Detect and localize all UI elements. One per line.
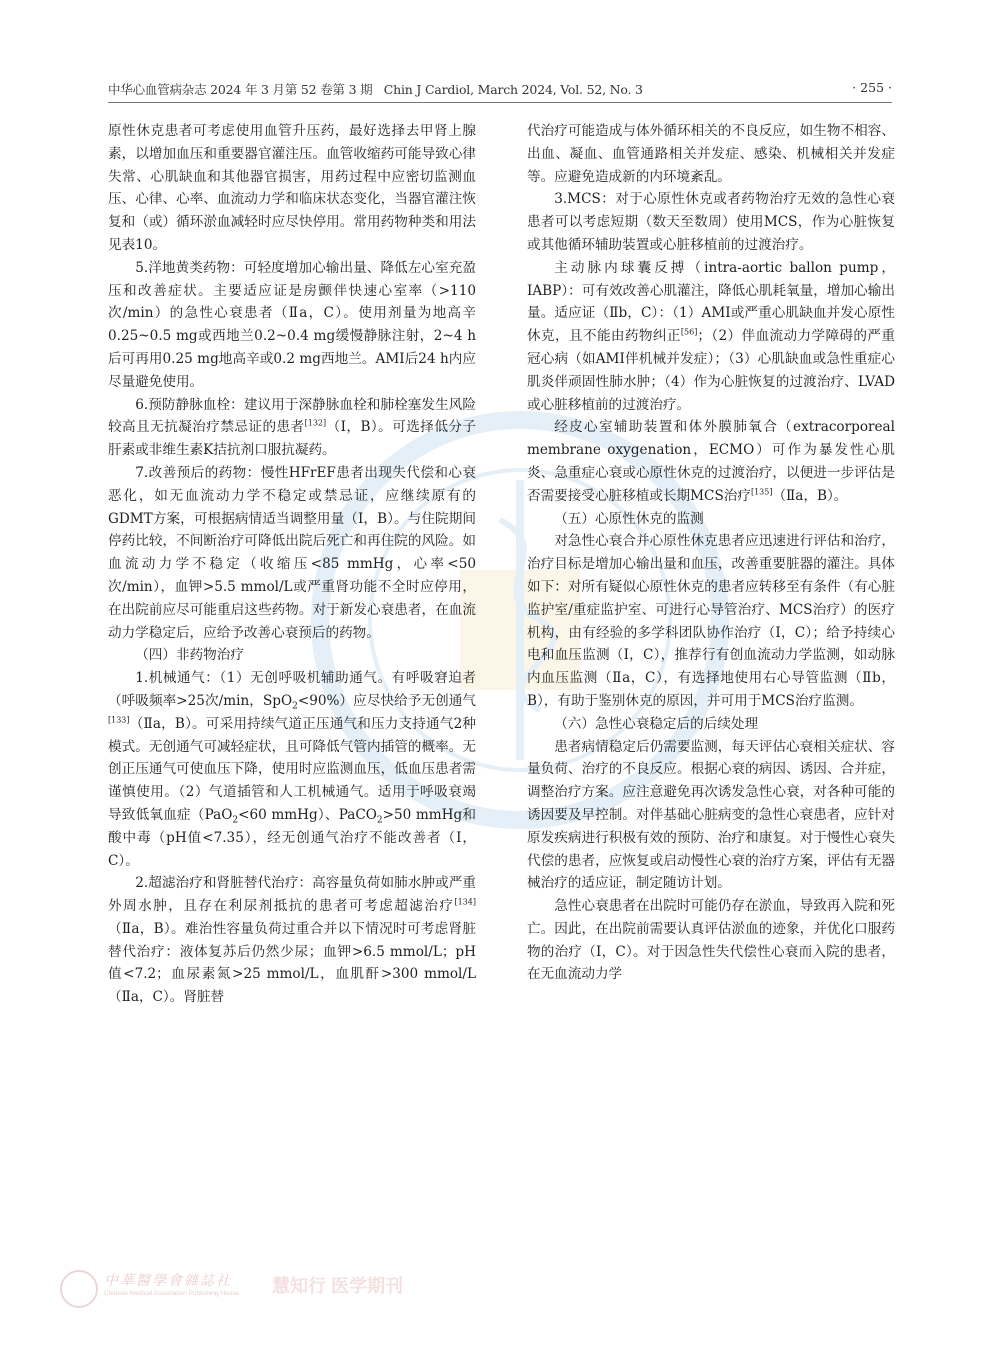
journal-citation	[108, 80, 643, 98]
publisher-logo	[60, 1268, 480, 1308]
vent-text-a: 1.机械通气：（1）无创呼吸机辅助通气。有呼吸窘迫者（呼吸频率>25次/min，SpO	[108, 670, 476, 709]
ecmo-text-b: （Ⅱa，B）。	[772, 487, 848, 504]
ecmo-text-a: 经皮心室辅助装置和体外膜肺氧合（extracorporeal membrane oxygenation，ECMO）可作为暴发性心肌炎、急重症心衰或心原性休克的过渡治疗，以便进一步评估是否需要接受心脏移植或长期MCS治疗	[527, 419, 895, 504]
iabp-text-a: 主动脉内球囊反搏（intra-aortic ballon pump，IABP）：可有效改善心肌灌注，降低心肌耗氧量，增加心输出量。适应证（Ⅱb，C）：（1）AMI或严重心肌缺血并发心原性休克，且不能由药物纠正	[527, 259, 895, 345]
paragraph-vasopressors: 原性休克患者可考虑使用血管升压药，最好选择去甲肾上腺素，以增加血压和重要器官灌注压。血管收缩药可能导致心律失常、心肌缺血和其他器官损害，用药过程中应密切监测血压、心律、心率、血流动力学和临床状态变化，当器官灌注恢复和（或）循环淤血减轻时应尽快停用。常用药物种类和用法见表10。	[108, 123, 476, 253]
ref-56: [56]	[680, 327, 698, 337]
header-rule	[108, 102, 892, 103]
publisher-name-cn: 中華醫學會雜誌社	[104, 1273, 232, 1289]
journal-title-en: Chin J Cardiol, March 2024, Vol. 52, No. 3	[383, 82, 643, 97]
vent-sub-3: 2	[376, 815, 383, 826]
journal-title-cn: 中华心血管病杂志 2024 年 3 月第 52 卷第 3 期	[108, 82, 373, 97]
vent-text-e: >50 mmHg和酸中毒（pH值<7.35），经无创通气治疗不能改善者（Ⅰ，C）。	[108, 806, 476, 869]
ref-135: [135]	[750, 487, 773, 497]
uf-text-a: 2.超滤治疗和肾脏替代治疗：高容量负荷如肺水肿或严重外周水肿，且存在利尿剂抵抗的患者可考虑超滤治疗	[108, 875, 476, 915]
paragraph-ecmo	[527, 416, 895, 507]
ref-134: [134]	[454, 897, 476, 907]
section-heading-5: （五）心原性休克的监测	[554, 510, 704, 527]
vte-text-a: 6.预防静脉血栓：建议用于深静脉血栓和肺栓塞发生风险较高且无抗凝治疗禁忌证的患者	[108, 396, 476, 436]
paragraph-ultrafiltration	[108, 872, 476, 1009]
vent-text-d: <60 mmHg）、PaCO	[238, 806, 377, 823]
paragraph-vte-prevention	[108, 394, 476, 462]
paragraph-mcs: 3.MCS：对于心原性休克或者药物治疗无效的急性心衰患者可以考虑短期（数天至数周）使用MCS，作为心脏恢复或其他循环辅助装置或心脏移植前的过渡治疗。	[527, 191, 895, 253]
vent-sub-2: 2	[232, 815, 239, 826]
paragraph-iabp	[527, 257, 895, 417]
running-header	[108, 80, 892, 100]
vent-text-c: （Ⅱa，B）。可采用持续气道正压通气和压力支持通气2种模式。无创通气可减轻症状，且可降低气管内插管的概率。无创正压通气可使血压下降，使用时应监测血压，低血压患者需谨慎使用。（2）气道插管和人工机械通气。适用于呼吸衰竭导致低氧血症（PaO	[108, 715, 476, 823]
vent-sub-1: 2	[292, 701, 298, 712]
ref-132: [132]	[304, 418, 327, 428]
paragraph-rrt-continued: 代治疗可能造成与体外循环相关的不良反应，如生物不相容、出血、凝血、血管通路相关并发症、感染、机械相关并发症等。应避免造成新的内环境紊乱。	[527, 123, 895, 185]
publisher-brand: 慧知行 医学期刊	[272, 1276, 404, 1296]
left-column	[108, 120, 476, 1009]
section-heading-4: （四）非药物治疗	[135, 647, 244, 664]
ref-133: [133]	[108, 715, 130, 725]
vte-text-b: （Ⅰ，B）。可选择低分子肝素或非维生素K拮抗剂口服抗凝药。	[108, 419, 477, 459]
paragraph-prognosis-drugs: 7.改善预后的药物：慢性HFrEF患者出现失代偿和心衰恶化，如无血流动力学不稳定或禁忌证，应继续原有的GDMT方案，可根据病情适当调整用量（Ⅰ，B）。与住院期间停药比较，不间断治疗可降低出院后死亡和再住院的风险。如血流动力学不稳定（收缩压<85 mmHg，心率<50次/min），血钾>5.5 mmol/L或严重肾功能不全时应停用，在出院前应尽可能重启这些药物。对于新发心衰患者，在血流动力学稳定后，应给予改善心衰预后的药物。	[108, 464, 476, 641]
paragraph-shock-monitoring: 对急性心衰合并心原性休克患者应迅速进行评估和治疗，治疗目标是增加心输出量和血压，改善重要脏器的灌注。具体如下：对所有疑似心原性休克的患者应转移至有条件（有心脏监护室/重症监护室、可进行心导管治疗、MCS治疗）的医疗机构，由有经验的多学科团队协作治疗（Ⅰ，C）；给予持续心电和血压监测（Ⅰ，C），推荐行有创血流动力学监测，如动脉内血压监测（Ⅱa，C），有选择地使用右心导管监测（Ⅱb，B），有助于鉴别休克的原因，并可用于MCS治疗监测。	[527, 533, 895, 709]
paragraph-followup: 患者病情稳定后仍需要监测，每天评估心衰相关症状、容量负荷、治疗的不良反应。根据心衰的病因、诱因、合并症，调整治疗方案。应注意避免再次诱发急性心衰，对各种可能的诱因要及早控制。对伴基础心脏病变的急性心衰患者，应针对原发疾病进行积极有效的预防、治疗和康复。对于慢性心衰失代偿的患者，应恢复或启动慢性心衰的治疗方案，评估有无器械治疗的适应证，制定随访计划。	[527, 738, 895, 892]
paragraph-digitalis: 5.洋地黄类药物：可轻度增加心输出量、降低左心室充盈压和改善症状。主要适应证是房颤伴快速心室率（>110次/min）的急性心衰患者（Ⅱa，C）。使用剂量为地高辛0.25~0.5 mg或西地兰0.2~0.4 mg缓慢静脉注射，2~4 h后可再用0.25 mg地高辛或0.2 mg西地兰。AMI后24 h内应尽量避免使用。	[108, 259, 476, 390]
uf-text-b: （Ⅱa，B）。难治性容量负荷过重合并以下情况时可考虑肾脏替代治疗：液体复苏后仍然少尿；血钾>6.5 mmol/L；pH值<7.2；血尿素氮>25 mmol/L，血肌酐>300 mmol/L（Ⅱa，C）。肾脏替	[108, 920, 476, 1006]
paragraph-ventilation	[108, 667, 476, 872]
vent-text-b: <90%）应尽快给予无创通气	[297, 692, 477, 709]
page-number: · 255 ·	[852, 80, 892, 95]
paragraph-discharge: 急性心衰患者在出院时可能仍存在淤血，导致再入院和死亡。因此，在出院前需要认真评估淤血的迹象，并优化口服药物的治疗（Ⅰ，C）。对于因急性失代偿性心衰而入院的患者，在无血流动力学	[527, 898, 895, 983]
iabp-text-b: ；（2）伴血流动力学障碍的严重冠心病（如AMI伴机械并发症）；（3）心肌缺血或急性重症心肌炎伴顽固性肺水肿；（4）作为心脏恢复的过渡治疗、LVAD或心脏移植前的过渡治疗。	[527, 328, 896, 413]
publisher-seal-icon	[60, 1270, 98, 1308]
publisher-name-en: Chinese Medical Association Publishing House	[104, 1290, 240, 1297]
section-heading-6: （六）急性心衰稳定后的后续处理	[554, 715, 759, 732]
right-column	[527, 120, 895, 986]
